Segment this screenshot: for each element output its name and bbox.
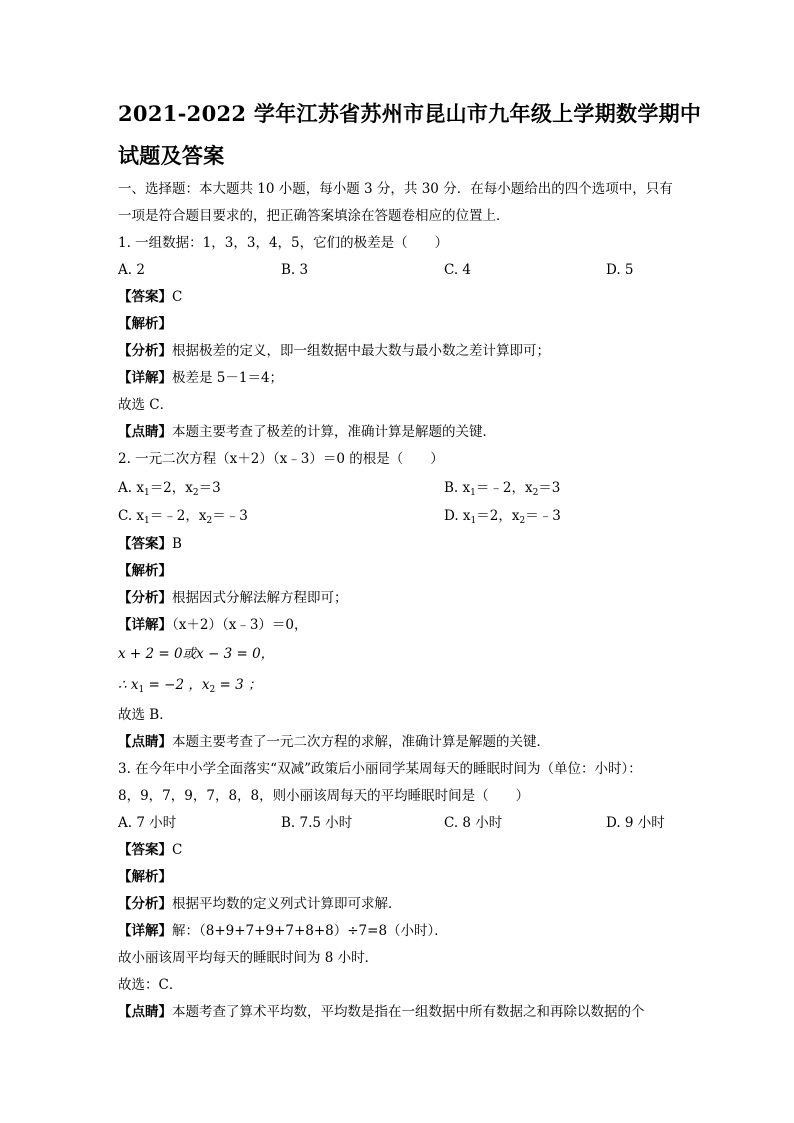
q3-option-a: A. 7 小时	[118, 815, 177, 831]
q2-option-d: D. $x_1=2$，$x_2=﹣3$	[444, 508, 561, 526]
q1-option-a: A. 2	[118, 262, 145, 278]
q1-analysis-tag: 【解析】	[118, 316, 172, 332]
dianjing-tag: 【点睛】	[118, 1004, 172, 1020]
q3-conclusion: 故选：C．	[118, 977, 183, 993]
dianjing-tag: 【点睛】	[118, 734, 172, 750]
xiangjie-text: 极差是 5－1＝4；	[172, 370, 284, 386]
q3-answer	[118, 841, 182, 859]
q1-dianjing	[118, 423, 496, 441]
q1-conclusion: 故选 C．	[118, 397, 174, 413]
q3-xiangjie	[118, 922, 448, 940]
answer-value: C	[172, 289, 183, 305]
q2-step1: x + 2 = 0或x − 3 = 0，	[118, 646, 275, 662]
xiangjie-tag: 【详解】	[118, 370, 172, 386]
q2-conclusion: 故选 B．	[118, 707, 173, 723]
q1-answer	[118, 288, 182, 306]
document-title-line1: 2021-2022 学年江苏省苏州市昆山市九年级上学期数学期中	[118, 101, 702, 126]
xiangjie-tag: 【详解】	[118, 923, 172, 939]
q1-option-d: D. 5	[606, 262, 634, 278]
q2-fenxi	[118, 589, 348, 607]
q3-stem-line1: 3. 在今年中小学全面落实“双减”政策后小丽同学某周每天的睡眠时间为（单位：小时）：	[118, 761, 642, 777]
q1-option-b: B. 3	[281, 262, 309, 278]
fenxi-tag: 【分析】	[118, 896, 172, 912]
fenxi-tag: 【分析】	[118, 590, 172, 606]
xiangjie-tag: 【详解】	[118, 617, 172, 633]
xiangjie-text: （x＋2）（x﹣3）＝0，	[172, 617, 308, 633]
dianjing-text: 本题主要考查了一元二次方程的求解，准确计算是解题的关键．	[172, 734, 550, 750]
q1-option-c: C. 4	[444, 262, 472, 278]
fenxi-text: 根据平均数的定义列式计算即可求解．	[172, 896, 402, 912]
q1-stem: 1. 一组数据：1，3，3，4，5，它们的极差是（ ）	[118, 235, 449, 251]
answer-value: B	[172, 536, 182, 552]
q3-dianjing	[118, 1003, 645, 1021]
q3-option-d: D. 9 小时	[606, 815, 665, 831]
answer-tag: 【答案】	[118, 289, 172, 305]
answer-tag: 【答案】	[118, 536, 172, 552]
q2-stem: 2. 一元二次方程（x＋2）（x﹣3）＝0 的根是（ ）	[118, 451, 444, 467]
dianjing-text: 本题主要考查了极差的计算，准确计算是解题的关键．	[172, 424, 496, 440]
q2-answer	[118, 535, 182, 553]
document-title-line2: 试题及答案	[118, 143, 225, 168]
q2-option-c: C. $x_1=﹣2$，$x_2=﹣3$	[118, 508, 248, 526]
q1-fenxi	[118, 342, 550, 360]
section-intro-line2: 一项是符合题目要求的，把正确答案填涂在答题卷相应的位置上．	[118, 208, 510, 224]
q2-xiangjie	[118, 616, 308, 634]
q3-result-line: 故小丽该周平均每天的睡眠时间为 8 小时．	[118, 950, 379, 966]
fenxi-text: 根据因式分解法解方程即可；	[172, 590, 348, 606]
fenxi-text: 根据极差的定义，即一组数据中最大数与最小数之差计算即可；	[172, 343, 550, 359]
dianjing-text: 本题考查了算术平均数，平均数是指在一组数据中所有数据之和再除以数据的个	[172, 1004, 645, 1020]
q2-option-a: A. $x_1=2$，$x_2=3$	[118, 480, 221, 498]
xiangjie-text: 解：（8+9+7+9+7+8+8）÷7=8（小时）．	[172, 923, 448, 939]
dianjing-tag: 【点睛】	[118, 424, 172, 440]
q3-analysis-tag: 【解析】	[118, 869, 172, 885]
q3-option-c: C. 8 小时	[444, 815, 503, 831]
q1-xiangjie	[118, 369, 283, 387]
q2-dianjing	[118, 733, 550, 751]
answer-value: C	[172, 842, 183, 858]
section-intro-line1: 一、选择题：本大题共 10 小题，每小题 3 分，共 30 分．在每小题给出的四个选项中，只有	[118, 181, 673, 197]
q3-option-b: B. 7.5 小时	[281, 815, 353, 831]
q3-stem-line2: 8，9，7，9，7，8，8，则小丽该周每天的平均睡眠时间是（ ）	[118, 788, 530, 804]
q2-analysis-tag: 【解析】	[118, 563, 172, 579]
q2-option-b: B. $x_1=﹣2$，$x_2=3$	[444, 480, 561, 498]
answer-tag: 【答案】	[118, 842, 172, 858]
q3-fenxi	[118, 895, 402, 913]
fenxi-tag: 【分析】	[118, 343, 172, 359]
q2-step2: ∴ $x_1 = -2$ ，$x_2 = 3$ ；	[118, 677, 262, 695]
